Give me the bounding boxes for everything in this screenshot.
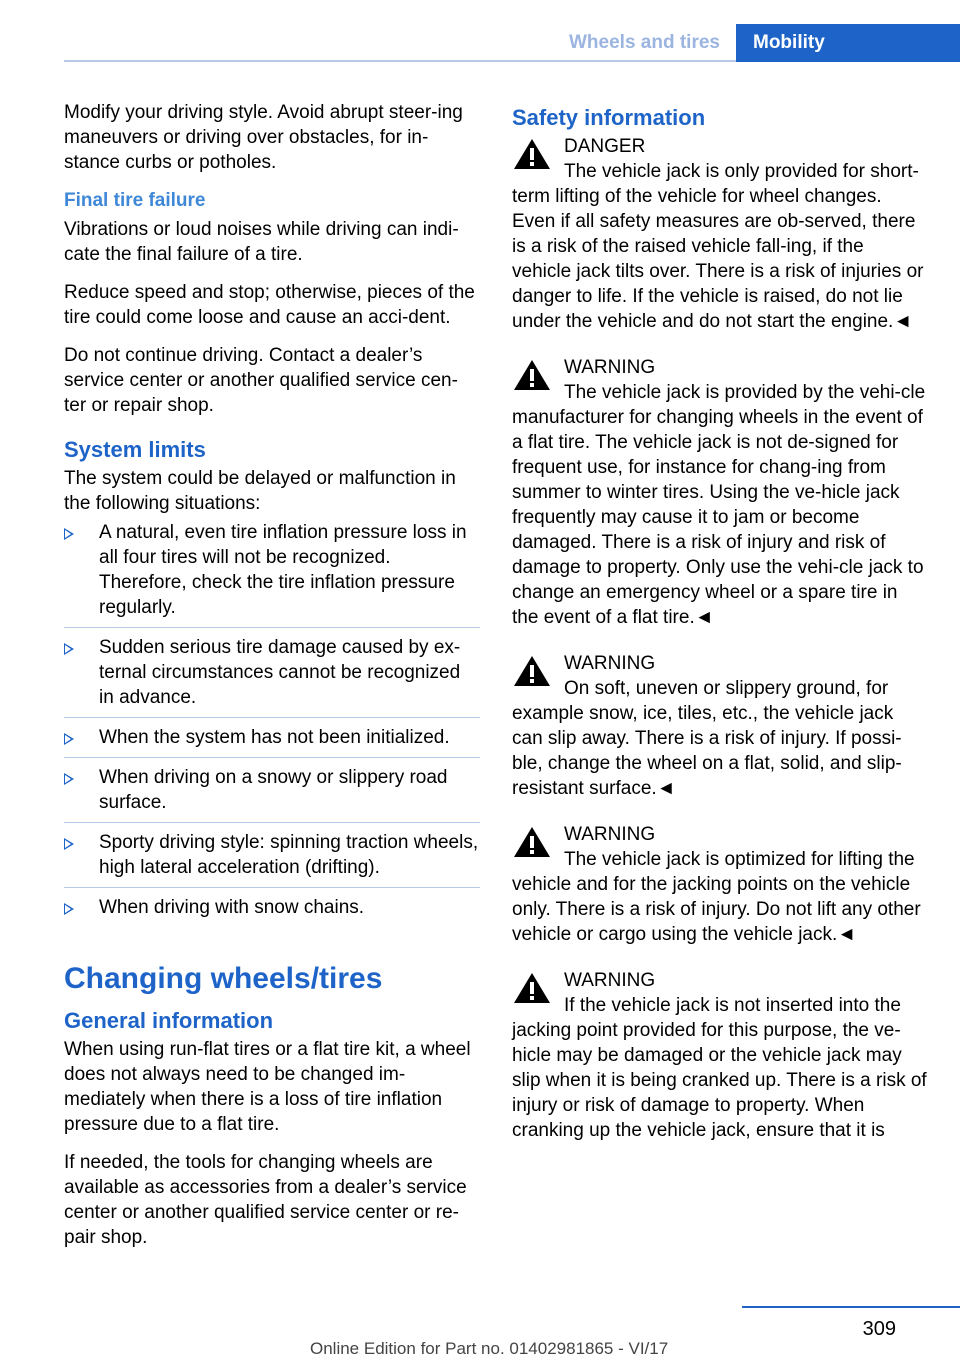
changing-wheels-heading: Changing wheels/tires (64, 962, 383, 995)
general-information-heading: General information (64, 1008, 274, 1033)
chapter-tab[interactable]: Mobility (736, 24, 960, 62)
warning-block (512, 968, 928, 1143)
warning-triangle-icon (512, 824, 552, 860)
page-number: 309 (862, 1318, 896, 1340)
triangle-bullet-icon (64, 733, 74, 745)
list-item-text: Sudden serious tire damage caused by ex-ternal circumstances cannot be recognized in advance. (99, 637, 461, 708)
list-item-text: When the system has not been initialized. (99, 727, 450, 748)
warning-block (512, 134, 928, 334)
right-column (512, 100, 928, 1164)
system-limits-list (64, 520, 480, 927)
triangle-bullet-icon (64, 773, 74, 785)
list-item-text: A natural, even tire inflation pressure loss in all four tires will not be recognized. Therefore, check the tire inflation pressure regularly. (99, 522, 467, 618)
final-tire-failure-heading: Final tire failure (64, 190, 206, 211)
footer-rule (742, 1306, 960, 1308)
changing-paragraph-2: If needed, the tools for changing wheels are available as accessories from a dealer’s service center or another qualified service center or re-pair shop. (64, 1152, 467, 1248)
warning-triangle-icon (512, 970, 552, 1006)
warning-block (512, 822, 928, 947)
list-item-text: When driving on a snowy or slippery road surface. (99, 767, 448, 813)
list-item (64, 725, 480, 758)
list-item-text: When driving with snow chains. (99, 897, 365, 918)
changing-paragraph-1: When using run-flat tires or a flat tire kit, a wheel does not always need to be changed im-mediately when there is a loss of tire inflation pressure due to a flat tire. (64, 1039, 471, 1135)
warning-text: If the vehicle jack is not inserted into the jacking point provided for this purpose, the ve-hicle may be damaged or the vehicle jack may slip when it is being cranked up. There is a risk of injury or risk of damage to property. When cranking up the vehicle jack, ensure that it is (512, 995, 927, 1141)
warning-text: The vehicle jack is only provided for short-term lifting of the vehicle for wheel changes. Even if all safety measures are ob-served, there is a risk of the raised vehicle fall-ing, if the vehicle jack tilts over. There is a risk of injuries or danger to life. If the vehicle is raised, do not lie under the vehicle and do not start the engine.◄ (512, 161, 924, 332)
warning-title: WARNING (564, 653, 656, 674)
safety-information-heading: Safety information (512, 105, 706, 130)
list-item (64, 520, 480, 628)
edition-footer: Online Edition for Part no. 01402981865 - VI/17 (310, 1339, 669, 1358)
list-item (64, 765, 480, 823)
page-header (0, 0, 960, 62)
list-item (64, 830, 480, 888)
warning-text: The vehicle jack is provided by the vehi-cle manufacturer for changing wheels in the event of a flat tire. The vehicle jack is not de-signed for frequent use, for instance for chang-ing from summer to winter tires. Using the ve-hicle jack frequently may cause it to jam or become damaged. There is a risk of injury and risk of damage to property. Only use the vehi-cle jack to change an emergency wheel or a spare tire in the event of a flat tire.◄ (512, 382, 926, 628)
left-column (64, 100, 480, 1263)
triangle-bullet-icon (64, 528, 74, 540)
intro-paragraph: Modify your driving style. Avoid abrupt steer-ing maneuvers or driving over obstacles, for in-stance curbs or potholes. (64, 102, 463, 173)
triangle-bullet-icon (64, 903, 74, 915)
warning-text: The vehicle jack is optimized for lifting the vehicle and for the jacking points on the vehicle only. There is a risk of injury. Do not lift any other vehicle or cargo using the vehicle jack.◄ (512, 849, 921, 945)
final-failure-paragraph-3: Do not continue driving. Contact a dealer’s service center or another qualified service cen-ter or repair shop. (64, 345, 458, 416)
warning-block (512, 651, 928, 801)
warning-title: WARNING (564, 824, 656, 845)
warning-title: WARNING (564, 970, 656, 991)
warning-block (512, 355, 928, 630)
warning-triangle-icon (512, 653, 552, 689)
final-failure-paragraph-2: Reduce speed and stop; otherwise, pieces of the tire could come loose and cause an acci-dent. (64, 282, 475, 328)
final-failure-paragraph-1: Vibrations or loud noises while driving can indi-cate the final failure of a tire. (64, 219, 459, 265)
warning-text: On soft, uneven or slippery ground, for example snow, ice, tiles, etc., the vehicle jack can slip away. There is a risk of injury. If possi-ble, change the wheel on a flat, solid, and slip-resistant surface.◄ (512, 678, 902, 799)
section-tab[interactable]: Wheels and tires (569, 32, 720, 53)
warning-title: WARNING (564, 357, 656, 378)
system-limits-intro: The system could be delayed or malfunction in the following situations: (64, 468, 456, 514)
system-limits-heading: System limits (64, 437, 206, 462)
warning-triangle-icon (512, 357, 552, 393)
list-item (64, 895, 480, 927)
triangle-bullet-icon (64, 838, 74, 850)
warning-triangle-icon (512, 136, 552, 172)
triangle-bullet-icon (64, 643, 74, 655)
list-item (64, 635, 480, 718)
warning-title: DANGER (564, 136, 646, 157)
list-item-text: Sporty driving style: spinning traction wheels, high lateral acceleration (drifting). (99, 832, 479, 878)
